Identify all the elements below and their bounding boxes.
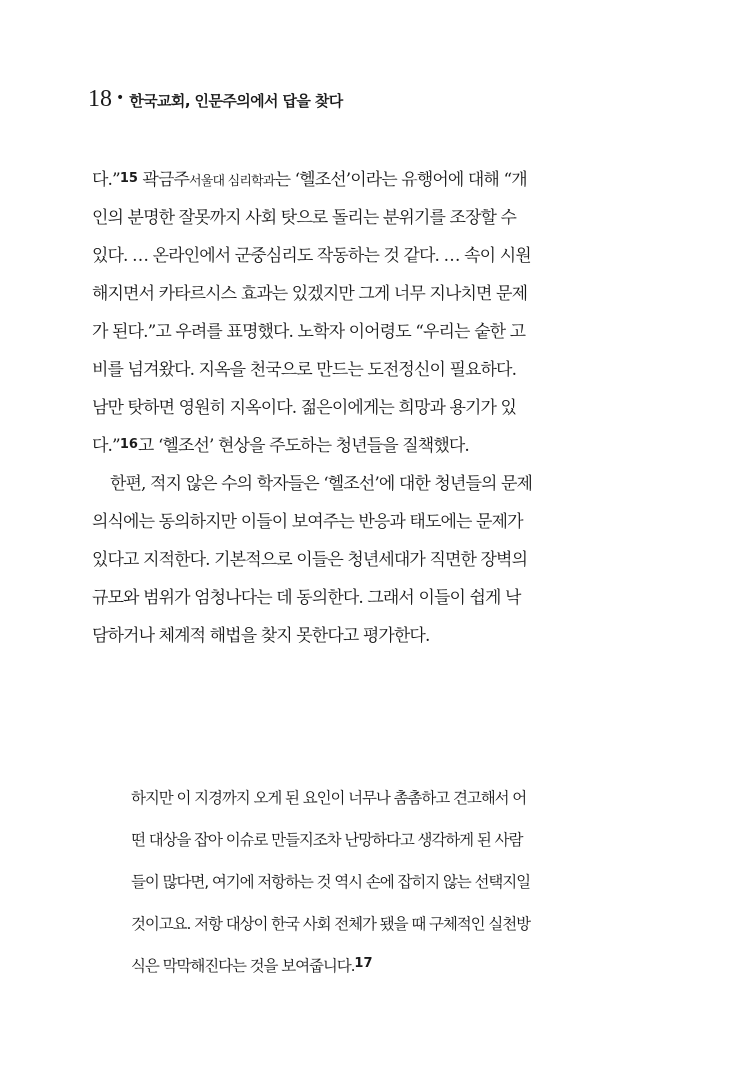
header-separator: • [116,90,125,106]
running-title: 한국교회, 인문주의에서 답을 찾다 [129,92,343,110]
page-number: 18 [88,86,112,112]
footnote-ref-16[interactable]: 16 [119,437,138,452]
block-quote [131,777,636,987]
body-line: 인의 분명한 잘못까지 사회 탓으로 돌리는 분위기를 조장할 수 [92,208,517,228]
body-line: 다.”15 곽금주서울대 심리학과는 ‘헬조선’이라는 유행어에 대해 “개 [92,170,527,190]
quote-line: 하지만 이 지경까지 오게 된 요인이 너무나 촘촘하고 견고해서 어 [131,789,527,807]
body-line-paragraph-start: 한편, 적지 않은 수의 학자들은 ‘헬조선’에 대한 청년들의 문제 [110,474,533,494]
body-line: 가 된다.”고 우려를 표명했다. 노학자 이어령도 “우리는 숱한 고 [92,322,526,342]
body-line: 있다. … 온라인에서 군중심리도 작동하는 것 같다. … 속이 시원 [92,246,531,266]
footnote-ref-15[interactable]: 15 [119,171,138,186]
running-header [88,86,343,113]
body-line: 의식에는 동의하지만 이들이 보여주는 반응과 태도에는 문제가 [92,512,523,532]
body-line: 있다고 지적한다. 기본적으로 이들은 청년세대가 직면한 장벽의 [92,550,528,570]
body-line: 규모와 범위가 엄청나다는 데 동의한다. 그래서 이들이 쉽게 낙 [92,588,521,608]
body-line: 남만 탓하면 영원히 지옥이다. 젊은이에게는 희망과 용기가 있 [92,398,517,418]
body-line: 해지면서 카타르시스 효과는 있겠지만 그게 너무 지나치면 문제 [92,284,528,304]
affiliation-note: 서울대 심리학과 [189,174,275,189]
quote-line: 것이고요. 저항 대상이 한국 사회 전체가 됐을 때 구체적인 실천방 [131,915,530,933]
quote-line: 식은 막막해진다는 것을 보여줍니다.$^{17}$ [131,956,373,975]
body-line: 다.”16고 ‘헬조선’ 현상을 주도하는 청년들을 질책했다. [92,436,469,456]
quote-line: 들이 많다면, 여기에 저항하는 것 역시 손에 잡히지 않는 선택지일 [131,873,530,891]
body-line: 비를 넘겨왔다. 지옥을 천국으로 만드는 도전정신이 필요하다. [92,360,517,380]
quote-line: 떤 대상을 잡아 이슈로 만들지조차 난망하다고 생각하게 된 사람 [131,831,523,849]
body-line: 담하거나 체계적 해법을 찾지 못한다고 평가한다. [92,626,430,646]
footnote-ref-17[interactable]: 17 [354,956,373,971]
body-text [92,161,632,655]
